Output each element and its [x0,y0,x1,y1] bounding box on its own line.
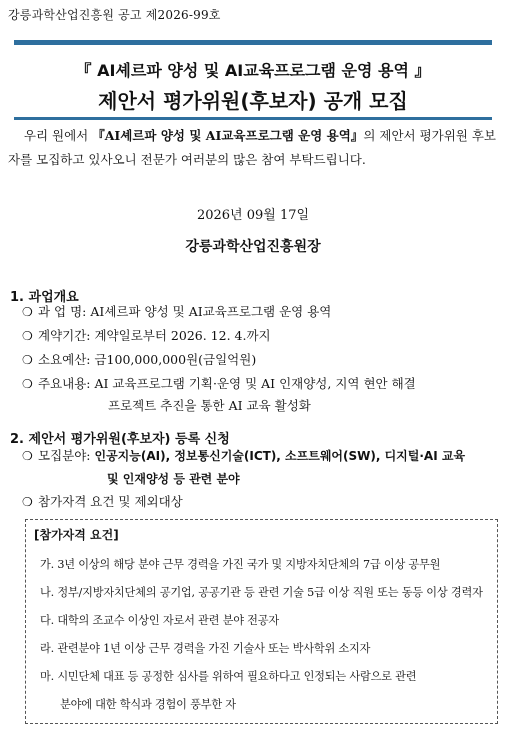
circle-bullet-icon: ❍ [22,329,33,343]
qualification-box [25,519,498,724]
circle-bullet-icon: ❍ [22,305,33,319]
field-label: 모집분야: [38,448,95,463]
list-item: ❍ 참가자격 요건 및 제외대상 [22,490,494,514]
qualification-item: 다. 대학의 조교수 이상인 자로서 관련 분야 전공자 [40,614,279,627]
intro-text-2: 의 제안서 평가위원 후보자를 모집하고 있사오니 전문가 여러분의 많은 참여 부탁드립니다. [8,128,496,167]
notice-number: 강릉과학산업진흥원 공고 제2026-99호 [8,8,221,22]
circle-bullet-icon: ❍ [22,353,33,367]
circle-bullet-icon: ❍ [22,449,33,463]
list-item: ❍ 주요내용: AI 교육프로그램 기획·운영 및 AI 인재양성, 지역 현안 해결 [22,372,494,396]
list-item: ❍ 계약기간: 계약일로부터 2026. 12. 4.까지 [22,324,494,348]
field-value: 인공지능(AI), 정보통신기술(ICT), 소프트웨어(SW), 디지털·AI 교육 [94,449,466,463]
qualification-box-title: [참가자격 요건] [34,528,119,542]
title-top-rule [14,40,492,45]
qualification-item: 마. 시민단체 대표 등 공정한 심사를 위하여 필요하다고 인정되는 사람으로 관련 [40,670,417,683]
notice-date: 2026년 09월 17일 [196,208,310,223]
intro-paragraph [8,124,496,172]
circle-bullet-icon: ❍ [22,495,33,509]
field-value-continuation: 및 인재양성 등 관련 분야 [107,472,240,486]
issuer-name: 강릉과학산업진흥원장 [185,239,321,255]
qualification-item-continuation: 분야에 대한 학식과 경험이 풍부한 자 [60,698,236,711]
list-item-continuation: 프로젝트 추진을 통한 AI 교육 활성화 [108,398,311,413]
title-bottom-rule [14,117,492,120]
qualification-item: 라. 관련분야 1년 이상 근무 경력을 가진 기술사 또는 박사학위 소지자 [40,642,371,655]
notice-title: 제안서 평가위원(후보자) 공개 모집 [98,89,408,113]
qualification-item: 가. 3년 이상의 해당 분야 근무 경력을 가진 국가 및 지방자치단체의 7급 이상 공무원 [40,558,441,571]
circle-bullet-icon: ❍ [22,377,33,391]
list-item: ❍ 소요예산: 금100,000,000원(금일억원) [22,348,494,372]
section-2-title: 2. 제안서 평가위원(후보자) 등록 신청 [10,432,230,447]
section-1-title: 1. 과업개요 [10,290,79,305]
qualification-item: 나. 정부/지방자치단체의 공기업, 공공기관 등 관련 기술 5급 이상 직원 또는 동등 이상 경력자 [40,586,483,599]
intro-project-name: 『AI셰르파 양성 및 AI교육프로그램 운영 용역』 [92,128,364,143]
intro-text-1: 우리 원에서 [23,128,93,143]
project-title: 『 AI셰르파 양성 및 AI교육프로그램 운영 용역 』 [75,61,431,80]
list-item: ❍ 과 업 명: AI셰르파 양성 및 AI교육프로그램 운영 용역 [22,300,494,324]
list-item [22,444,494,468]
